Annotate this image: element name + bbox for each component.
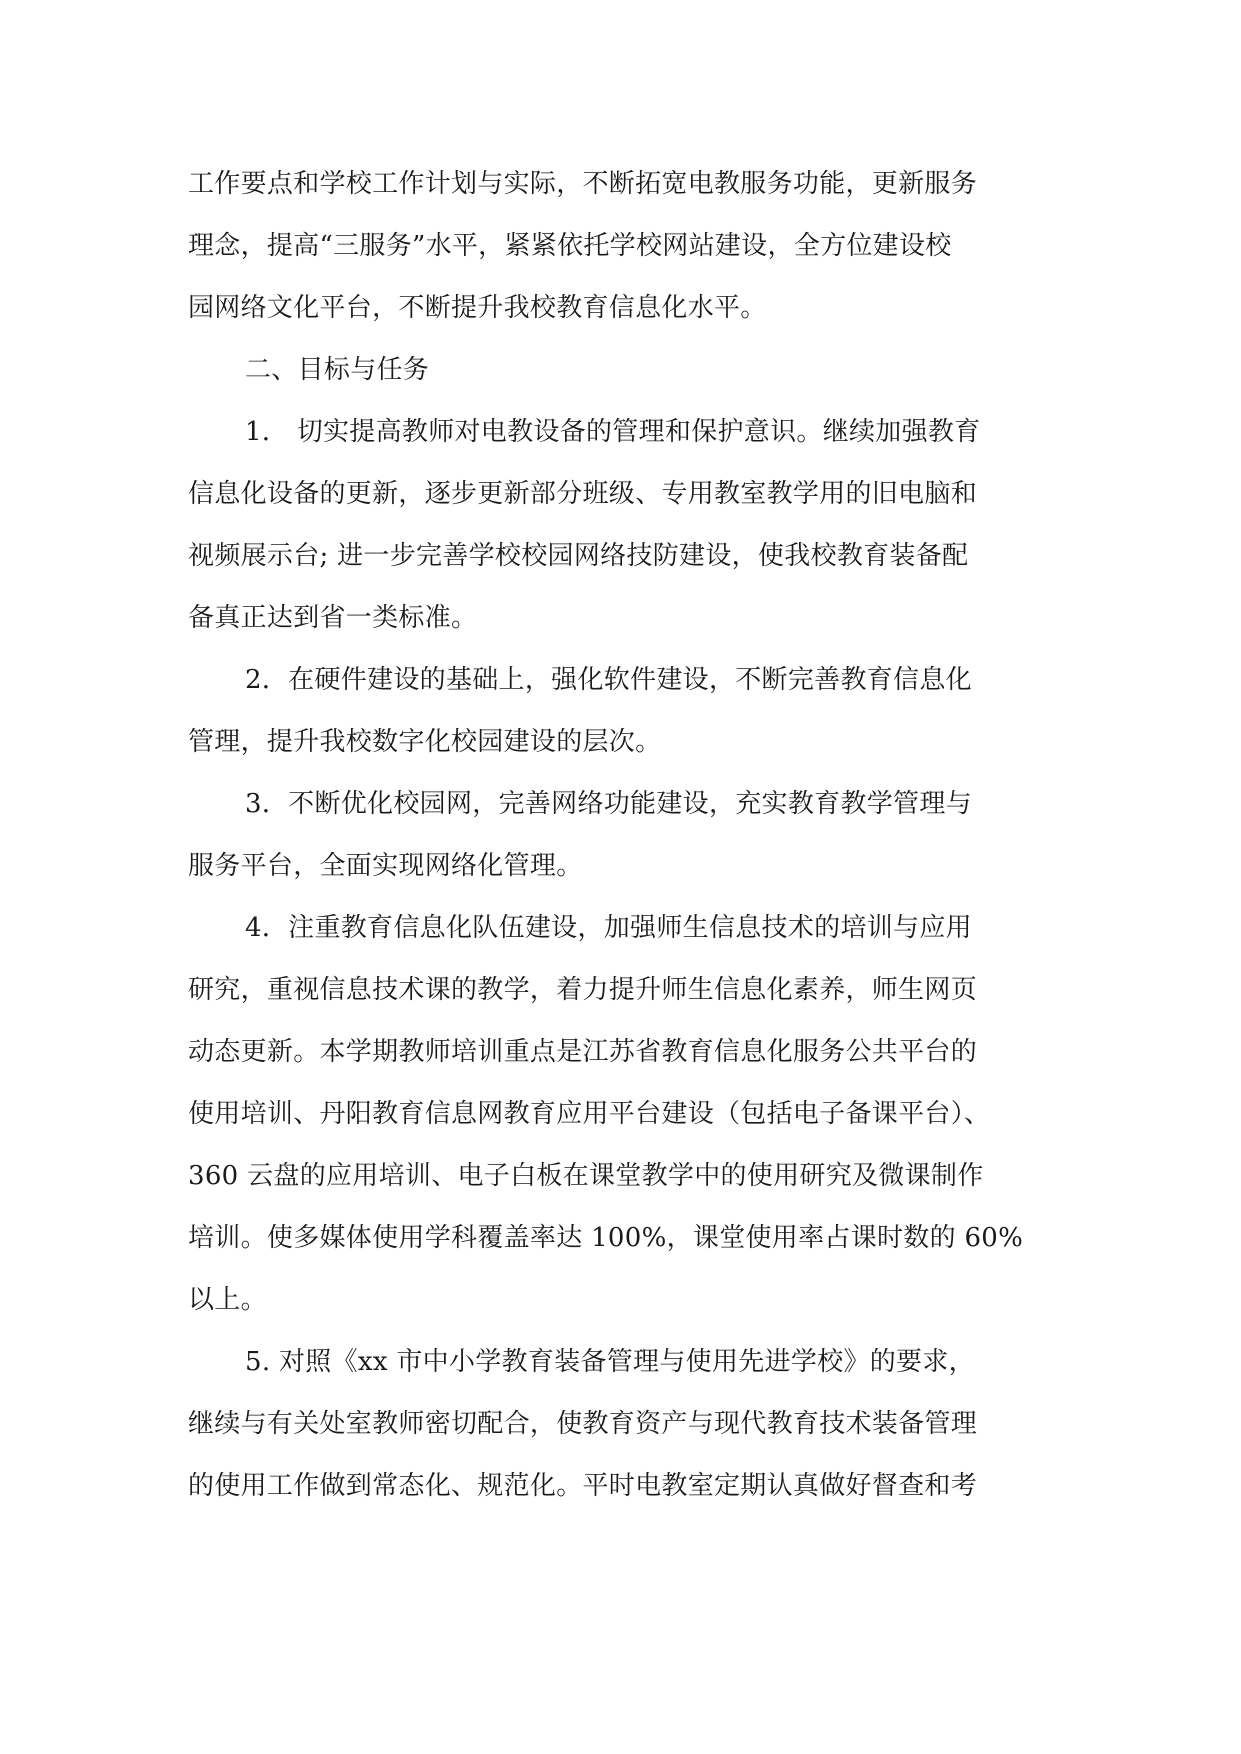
text-line: 园网络文化平台，不断提升我校教育信息化水平。: [188, 293, 767, 323]
text-line: 培训。使多媒体使用学科覆盖率达 100%，课堂使用率占课时数的 60%: [188, 1223, 1024, 1253]
text-line: 继续与有关处室教师密切配合，使教育资产与现代教育技术装备管理: [188, 1409, 978, 1439]
text-line: 动态更新。本学期教师培训重点是江苏省教育信息化服务公共平台的: [188, 1037, 978, 1067]
text-line: 4．注重教育信息化队伍建设，加强师生信息技术的培训与应用: [245, 913, 972, 943]
text-line: 视频展示台; 进一步完善学校校园网络技防建设，使我校教育装备配: [188, 541, 969, 571]
text-line: 以上。: [188, 1285, 267, 1315]
text-line: 工作要点和学校工作计划与实际，不断拓宽电教服务功能，更新服务: [188, 169, 978, 199]
text-line: 研究，重视信息技术课的教学，着力提升师生信息化素养，师生网页: [188, 975, 978, 1005]
text-line: 服务平台，全面实现网络化管理。: [188, 851, 583, 881]
section-heading: 二、目标与任务: [245, 355, 430, 385]
text-line: 1． 切实提高教师对电教设备的管理和保护意识。继续加强教育: [245, 417, 981, 447]
text-line: 使用培训、丹阳教育信息网教育应用平台建设（包括电子备课平台）、: [188, 1099, 991, 1129]
body-text: [188, 153, 1068, 1517]
text-line: 信息化设备的更新，逐步更新部分班级、专用教室教学用的旧电脑和: [188, 479, 978, 509]
text-line: 5. 对照《xx 市中小学教育装备管理与使用先进学校》的要求，: [245, 1347, 975, 1377]
text-line: 3．不断优化校园网，完善网络功能建设，充实教育教学管理与: [245, 789, 972, 819]
text-line: 理念，提高“三服务”水平，紧紧依托学校网站建设，全方位建设校: [188, 231, 952, 261]
text-line: 360 云盘的应用培训、电子白板在课堂教学中的使用研究及微课制作: [188, 1161, 984, 1191]
text-line: 2．在硬件建设的基础上，强化软件建设，不断完善教育信息化: [245, 665, 972, 695]
text-line: 管理，提升我校数字化校园建设的层次。: [188, 727, 662, 757]
text-line: 的使用工作做到常态化、规范化。平时电教室定期认真做好督查和考: [188, 1471, 978, 1501]
text-line: 备真正达到省一类标准。: [188, 603, 478, 633]
